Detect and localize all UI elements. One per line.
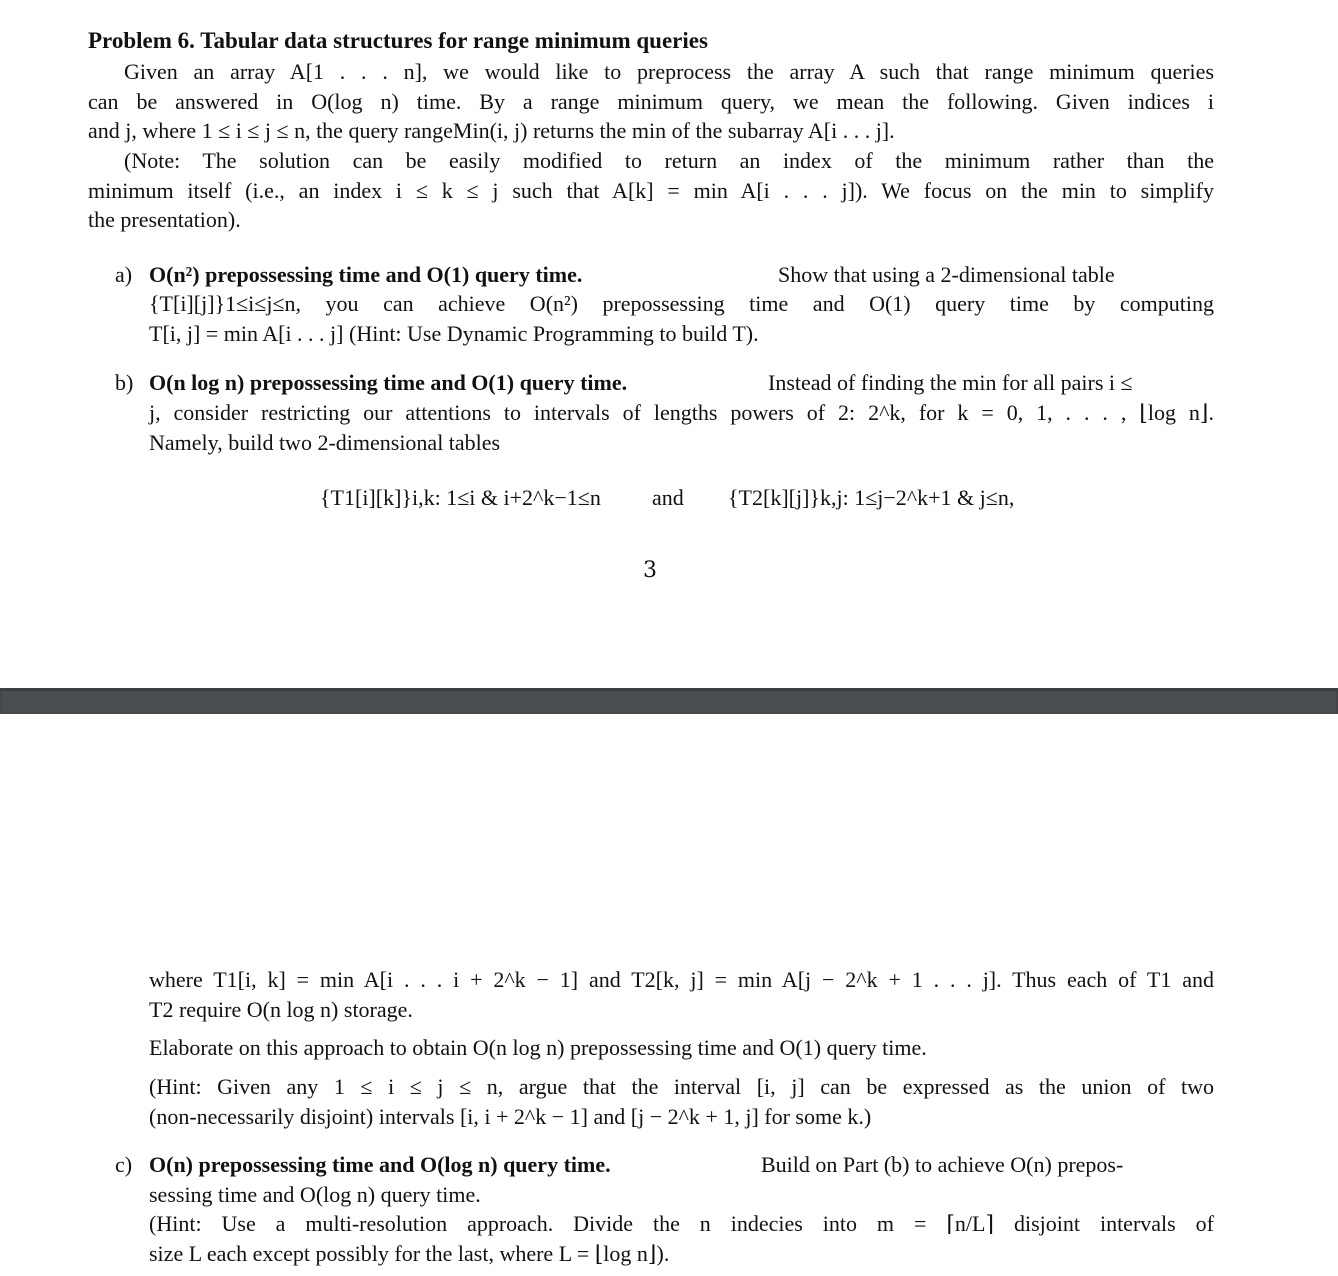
part-c-line-3: (Hint: Use a multi-resolution approach. Divide the n indecies into m = ⌈n/L⌉ disjoint intervals of [149, 1211, 1214, 1236]
problem-title: Problem 6. Tabular data structures for range minimum queries [88, 28, 708, 53]
intro-line-2: can be answered in O(log n) time. By a range minimum query, we mean the following. Given indices i [88, 89, 1214, 114]
part-c-heading [149, 1150, 611, 1180]
intro-line-1: Given an array A[1 . . . n], we would like to preprocess the array A such that range minimum queries [124, 59, 1214, 84]
part-c-line-1: Build on Part (b) to achieve O(n) prepos- [761, 1152, 1124, 1177]
page-separator [0, 688, 1338, 717]
part-a-heading [149, 260, 582, 290]
note-line-1: (Note: The solution can be easily modified to return an index of the minimum rather than the [124, 148, 1214, 173]
pdf-page-4 [0, 714, 1338, 1276]
part-c-line-4: size L each except possibly for the last, where L = ⌊log n⌋). [149, 1241, 670, 1266]
note-line-2: minimum itself (i.e., an index i ≤ k ≤ j such that A[k] = min A[i . . . j]). We focus on the min to simplify [88, 178, 1214, 203]
formula-and: and [652, 485, 684, 510]
part-a-line-3: T[i, j] = min A[i . . . j] (Hint: Use Dynamic Programming to build T). [149, 321, 759, 346]
part-b-line-2: j, consider restricting our attentions to intervals of lengths powers of 2: 2^k, for k = 0, 1, . . . , ⌊log n⌋. [149, 400, 1214, 425]
part-a-line-1: Show that using a 2-dimensional table [778, 262, 1115, 287]
formula-t2: {T2[k][j]}k,j: 1≤j−2^k+1 & j≤n, [728, 485, 1015, 510]
page-number: 3 [643, 558, 657, 583]
hint-b-line-2: (non-necessarily disjoint) intervals [i, i + 2^k − 1] and [j − 2^k + 1, j] for some k.) [149, 1104, 872, 1129]
part-c-line-2: sessing time and O(log n) query time. [149, 1182, 481, 1207]
b-cont-line-2: T2 require O(n log n) storage. [149, 997, 413, 1022]
part-b-line-1: Instead of finding the min for all pairs i ≤ [768, 370, 1133, 395]
part-b-heading [149, 368, 627, 398]
part-b-heading-text: O(n log n) prepossessing time and O(1) query time. [149, 370, 628, 395]
part-b-line-3: Namely, build two 2-dimensional tables [149, 430, 501, 455]
part-c-heading-text: O(n) prepossessing time and O(log n) query time. [149, 1152, 611, 1177]
part-a-heading-text: O(n²) prepossessing time and O(1) query time. [149, 262, 583, 287]
b-cont-line-1: where T1[i, k] = min A[i . . . i + 2^k − 1] and T2[k, j] = min A[j − 2^k + 1 . . . j]. Thus each of T1 and [149, 967, 1214, 992]
part-a-line-2: {T[i][j]}1≤i≤j≤n, you can achieve O(n²) prepossessing time and O(1) query time by computing [149, 291, 1214, 316]
note-line-3: the presentation). [88, 207, 241, 232]
part-c-label: c) [115, 1152, 133, 1177]
part-b-label: b) [115, 370, 134, 395]
part-a-label: a) [115, 262, 133, 287]
intro-line-3: and j, where 1 ≤ i ≤ j ≤ n, the query rangeMin(i, j) returns the min of the subarray A[i . . . j]. [88, 118, 895, 143]
formula-t1: {T1[i][k]}i,k: 1≤i & i+2^k−1≤n [320, 485, 601, 510]
hint-b-line-1: (Hint: Given any 1 ≤ i ≤ j ≤ n, argue that the interval [i, j] can be expressed as the union of two [149, 1074, 1214, 1099]
elaborate-line: Elaborate on this approach to obtain O(n log n) prepossessing time and O(1) query time. [149, 1035, 927, 1060]
